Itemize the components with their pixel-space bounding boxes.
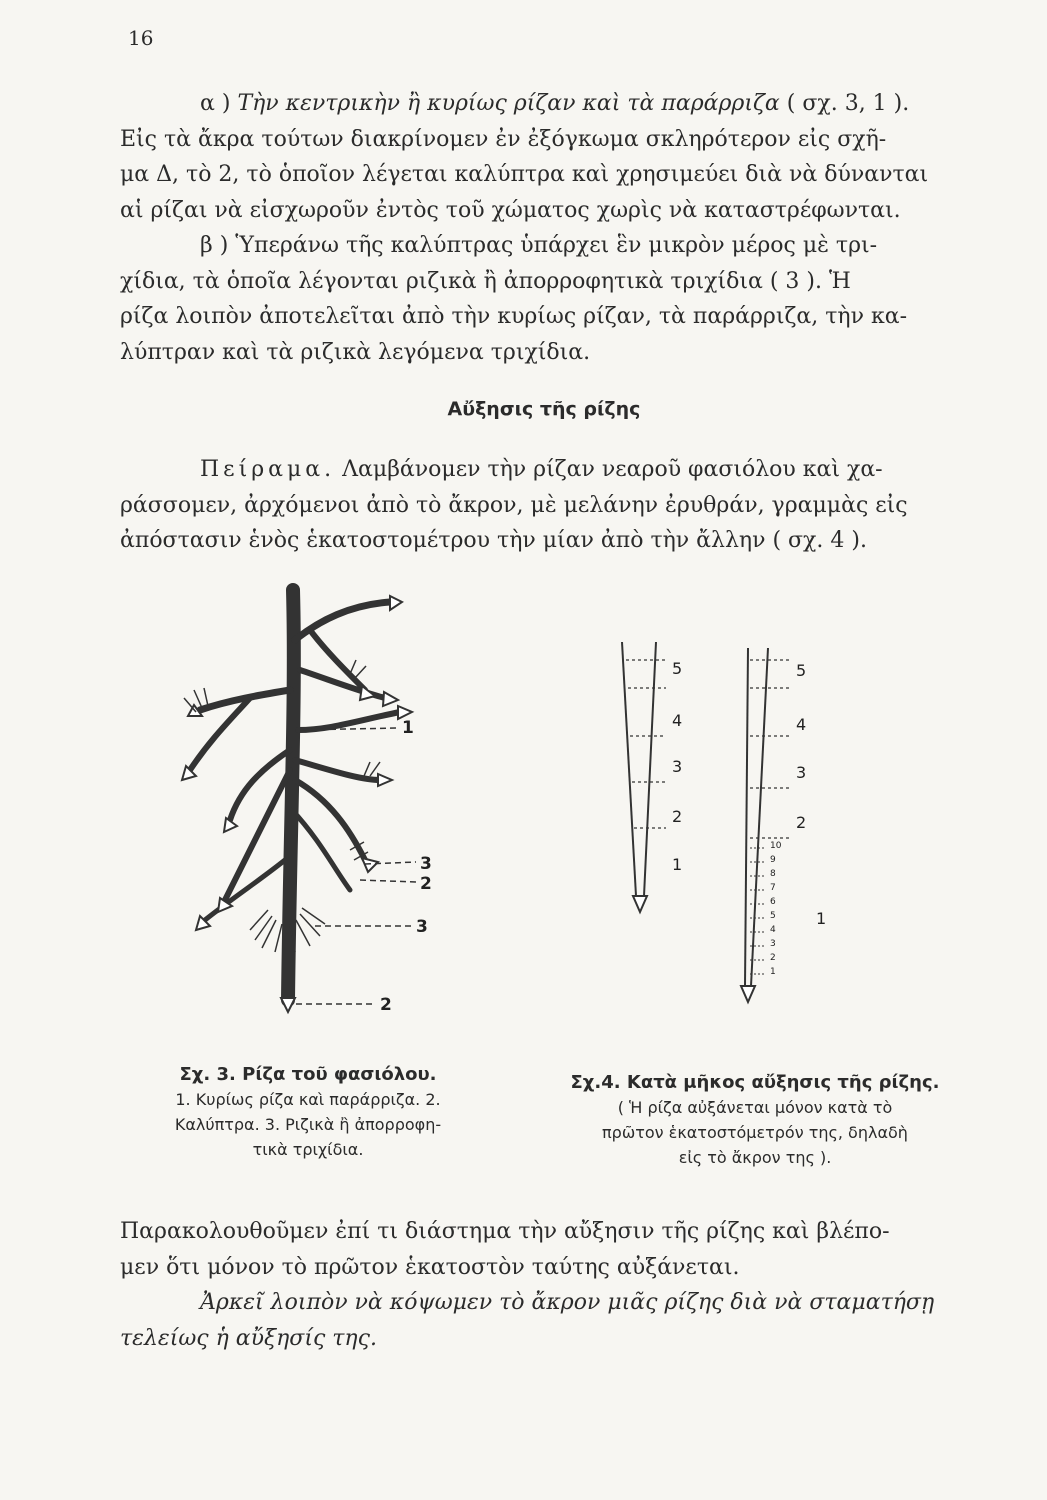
root-cap [633,896,647,912]
root-outline-right [751,648,768,986]
figure-3-root-drawing [150,580,470,1040]
paragraph-a [120,86,968,228]
section-heading: Αὔξησις τῆς ρίζης [447,398,641,420]
fine-mark-label: 1 [770,967,776,977]
right-mark-label: 4 [796,715,807,734]
fine-mark-label: 7 [770,883,776,893]
right-mark-label: 3 [796,763,807,782]
left-mark-label: 5 [672,659,683,678]
paragraph-a-title: Τὴν κεντρικὴν ἢ κυρίως ρίζαν καὶ τὰ παράρριζα [237,91,780,116]
figure-4-growth-drawing [600,632,860,1012]
figure-4-caption [540,1070,970,1170]
root-cap [383,692,398,706]
text-line: ἀπόστασιν ἑνὸς ἑκατοστομέτρου τὴν μίαν ἀπὸ τὴν ἄλλην ( σχ. 4 ). [120,528,867,553]
label-3: 3 [416,917,428,937]
text-line: Εἰς τὰ ἄκρα τούτων διακρίνομεν ἐν ἐξόγκωμα σκληρότερον εἰς σχῆ- [120,126,887,152]
text-line: ράσσομεν, ἀρχόμενοι ἀπὸ τὸ ἄκρον, μὲ μελάνην ἐρυθράν, γραμμὰς εἰς [120,492,908,518]
fine-mark-label: 8 [770,869,776,879]
italic-line: Ἀρκεῖ λοιπὸν νὰ κόψωμεν τὸ ἄκρον μιᾶς ρίζης διὰ νὰ σταματήσῃ [200,1290,935,1315]
root-cap [390,596,402,610]
root-branch [298,712,400,730]
caption-line: Καλύπτρα. 3. Ριζικὰ ἢ ἀπορροφη- [174,1115,442,1134]
root-cap [741,986,755,1002]
figure-3-caption-title: Σχ. 3. Ρίζα τοῦ φασιόλου. [179,1064,437,1085]
root-cap [378,774,392,786]
text-line: β ) Ὑπεράνω τῆς καλύπτρας ὑπάρχει ἓν μικρὸν μέρος μὲ τρι- [200,233,878,258]
paragraph-a-ref: ( σχ. 3, 1 ). [786,91,910,116]
caption-line: τικὰ τριχίδια. [252,1140,364,1159]
figure-3-caption [118,1062,498,1162]
root-cap [362,858,378,872]
paragraph-b [120,228,968,370]
experiment-first-line [120,452,968,488]
text-line: αἱ ρίζαι νὰ εἰσχωροῦν ἐντὸς τοῦ χώματος χωρὶς νὰ καταστρέφωνται. [120,197,901,223]
fine-mark-label: 10 [770,841,782,851]
caption-line: πρῶτον ἑκατοστόμετρόν της, δηλαδὴ [602,1123,908,1142]
root-outline-left [622,642,636,896]
fine-mark-label: 6 [770,897,776,907]
root-branch [295,602,390,640]
text-line: Λαμβάνομεν τὴν ρίζαν νεαροῦ φασιόλου καὶ χα- [342,457,883,482]
italic-line: τελείως ἡ αὔξησίς της. [120,1325,377,1351]
text-line: Παρακολουθοῦμεν ἐπί τι διάστημα τὴν αὔξησιν τῆς ρίζης καὶ βλέπο- [120,1219,890,1244]
experiment-label: Πείραμα. [200,457,336,482]
fine-mark-label: 5 [770,911,776,921]
figure-4-caption-title: Σχ.4. Κατὰ μῆκος αὔξησις τῆς ρίζης. [570,1072,940,1093]
paragraph-a-heading-line [120,86,968,122]
root-cap [224,818,237,832]
text-line: χίδια, τὰ ὁποῖα λέγονται ριζικὰ ἢ ἀπορροφητικὰ τριχίδια ( 3 ). Ἡ [120,268,851,294]
label-3: 3 [420,854,432,874]
conclusion-paragraph [120,1214,968,1356]
right-mark-label: 5 [796,661,807,680]
right-mark-label: 2 [796,813,807,832]
caption-line: εἰς τὸ ἄκρον της ). [678,1148,832,1167]
text-line: μεν ὅτι μόνον τὸ πρῶτον ἑκατοστὸν ταύτης αὐξάνεται. [120,1254,740,1280]
text-line: ρίζα λοιπὸν ἀποτελεῖται ἀπὸ τὴν κυρίως ρίζαν, τὰ παράρριζα, τὴν κα- [120,304,908,329]
left-mark-label: 1 [672,855,683,874]
root-outline-left [644,642,656,896]
left-mark-label: 4 [672,711,683,730]
main-root-cap [281,998,295,1012]
left-mark-label: 2 [672,807,683,826]
label-2: 2 [380,995,392,1015]
caption-line: ( Ἡ ρίζα αὐξάνεται μόνον κατὰ τὸ [617,1098,893,1117]
fine-mark-label: 9 [770,855,776,865]
text-line: λύπτραν καὶ τὰ ριζικὰ λεγόμενα τριχίδια. [120,339,591,365]
fine-mark-label: 4 [770,925,776,935]
fine-mark-label: 2 [770,953,776,963]
fine-mark-label: 3 [770,939,776,949]
text-line: μα Δ, τὸ 2, τὸ ὁποῖον λέγεται καλύπτρα καὶ χρησιμεύει διὰ νὰ δύνανται [120,162,929,187]
page-number: 16 [128,26,154,50]
experiment-paragraph [120,452,968,559]
caption-line: 1. Κυρίως ρίζα καὶ παράρριζα. 2. [175,1090,441,1109]
right-mark-label: 1 [816,909,827,928]
leader-line [360,880,416,882]
left-mark-label: 3 [672,757,683,776]
root-outline-right [745,648,748,986]
paragraph-a-label: α ) [200,91,231,116]
label-1: 1 [402,718,414,738]
label-2: 2 [420,874,432,894]
root-branch [205,860,285,920]
